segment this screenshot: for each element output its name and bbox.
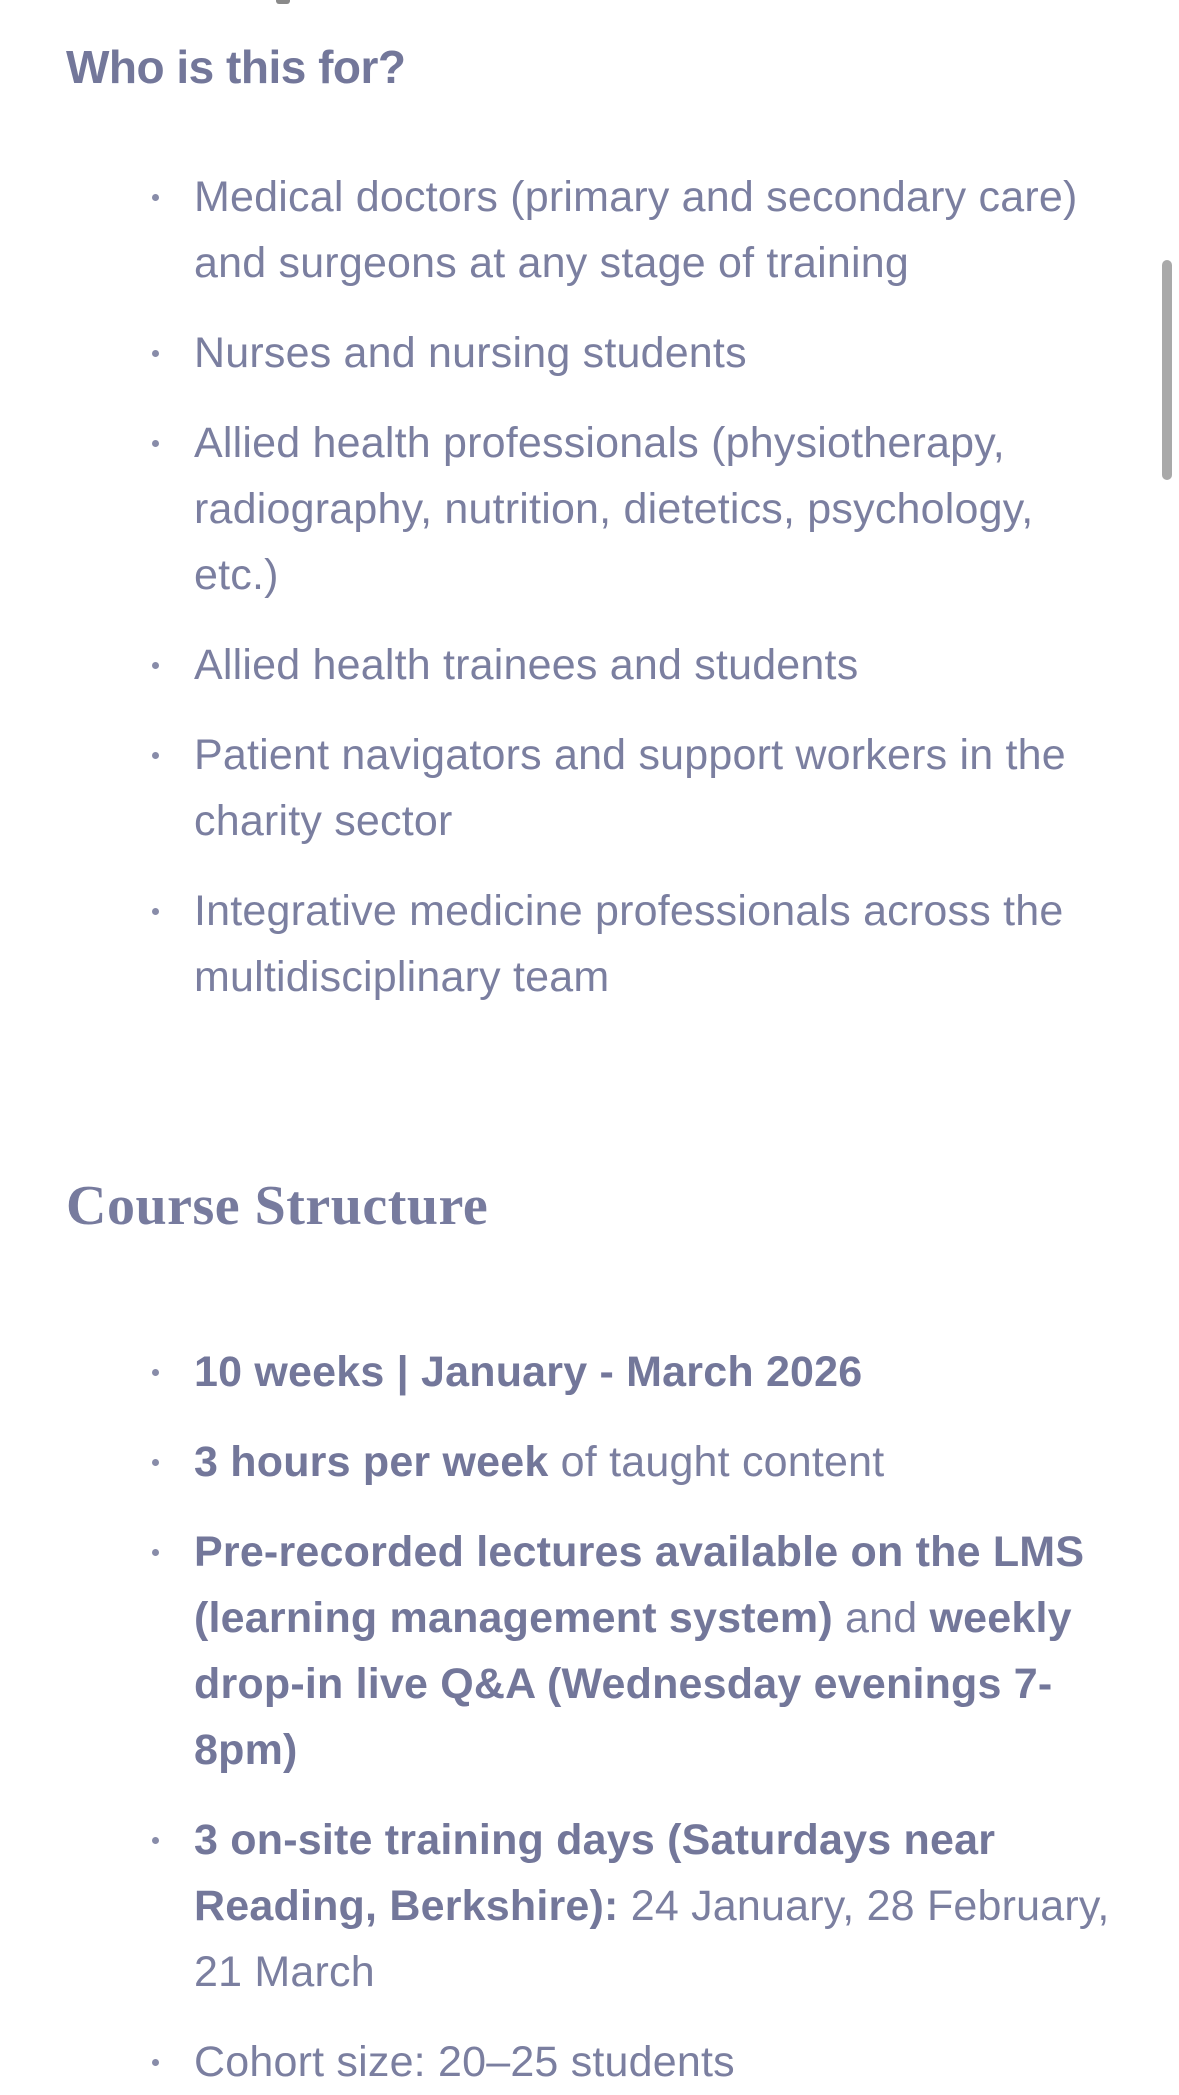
list-item	[194, 410, 1117, 608]
bold-text-segment: weekly drop-in live Q&A (Wednesday evenings 7-8pm)	[194, 1594, 1072, 1774]
text-segment: Integrative medicine professionals across the multidisciplinary team	[194, 887, 1064, 1001]
course-structure-list	[66, 1339, 1117, 2095]
course-structure-heading: Course Structure	[66, 1175, 489, 1237]
text-segment: 24 January, 28 February, 21 March	[194, 1882, 1110, 1996]
scrollbar-thumb[interactable]	[1162, 260, 1172, 480]
text-segment: Allied health professionals (physiotherapy, radiography, nutrition, dietetics, psychology, etc.)	[194, 419, 1034, 599]
text-segment: Allied health trainees and students	[194, 641, 859, 689]
list-item	[194, 1807, 1117, 2005]
list-item	[194, 1429, 1117, 1495]
text-segment: Nurses and nursing students	[194, 329, 747, 377]
bold-text-segment: Pre-recorded lectures available on the LMS (learning management system)	[194, 1528, 1085, 1642]
section-who-is-this-for	[66, 38, 1117, 1010]
text-segment: Patient navigators and support workers in the charity sector	[194, 731, 1066, 845]
section-course-structure	[66, 1173, 1117, 2095]
text-segment: of taught content	[548, 1438, 885, 1486]
bold-text-segment: 3 hours per week	[194, 1438, 549, 1486]
text-segment: and	[832, 1594, 930, 1642]
who-is-this-for-list	[66, 164, 1117, 1010]
text-segment: Cohort size: 20–25 students	[194, 2038, 735, 2086]
list-item	[194, 164, 1117, 296]
bold-text-segment: 3 on-site training days (Saturdays near Reading, Berkshire):	[194, 1816, 996, 1930]
list-item	[194, 722, 1117, 854]
list-item	[194, 878, 1117, 1010]
list-item	[194, 1519, 1117, 1783]
list-item	[194, 2029, 1117, 2095]
list-item	[194, 320, 1117, 386]
who-is-this-for-heading: Who is this for?	[66, 41, 406, 93]
list-item	[194, 1339, 1117, 1405]
text-segment: Medical doctors (primary and secondary care) and surgeons at any stage of training	[194, 173, 1078, 287]
list-item	[194, 632, 1117, 698]
bold-text-segment: 10 weeks | January - March 2026	[194, 1348, 863, 1396]
